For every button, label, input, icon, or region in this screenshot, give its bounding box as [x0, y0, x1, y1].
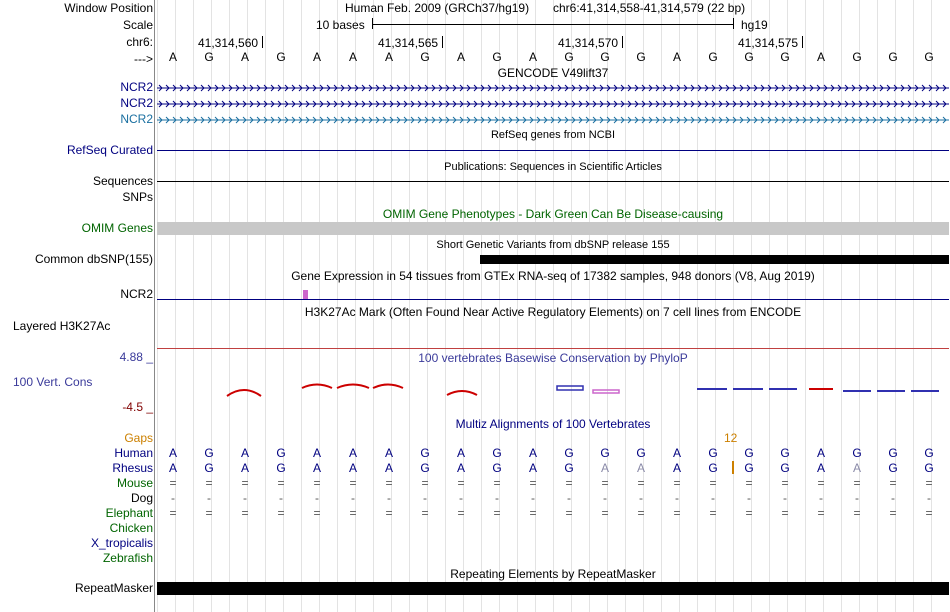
- alignment-base-human: G: [888, 446, 898, 460]
- track-label-common-dbsnp[interactable]: Common dbSNP(155): [34, 252, 153, 266]
- alignment-base-rhesus: A: [312, 461, 321, 475]
- gencode-transcripts[interactable]: [157, 81, 949, 129]
- scale-bar: [372, 24, 733, 25]
- alignment-base-dog: -: [315, 491, 319, 505]
- alignment-base-human: G: [492, 446, 502, 460]
- track-title-publications: Publications: Sequences in Scientific Articles: [444, 161, 662, 173]
- track-title-dbsnp: Short Genetic Variants from dbSNP release 155: [436, 239, 670, 251]
- sequence-base: A: [456, 50, 465, 64]
- alignment-base-elephant: =: [889, 506, 897, 520]
- alignment-base-rhesus: A: [168, 461, 177, 475]
- species-mouse[interactable]: Mouse: [116, 476, 153, 490]
- alignment-base-mouse: =: [385, 476, 393, 490]
- alignment-base-elephant: =: [205, 506, 213, 520]
- label-window-position: Window Position: [64, 1, 153, 15]
- track-label-ncr2-2[interactable]: NCR2: [120, 96, 153, 110]
- alignment-base-dog: -: [351, 491, 355, 505]
- alignment-base-mouse: =: [565, 476, 573, 490]
- sequence-base: G: [564, 50, 574, 64]
- alignment-base-dog: -: [819, 491, 823, 505]
- label-chr: chr6:: [126, 35, 153, 49]
- alignment-base-mouse: =: [889, 476, 897, 490]
- alignment-base-human: A: [348, 446, 357, 460]
- track-title-phylop: 100 vertebrates Basewise Conservation by PhyloP: [418, 351, 688, 365]
- phylop-wiggle[interactable]: [157, 370, 949, 410]
- alignment-base-elephant: =: [637, 506, 645, 520]
- species-zebrafish[interactable]: Zebrafish: [102, 551, 153, 565]
- alignment-base-mouse: =: [529, 476, 537, 490]
- alignment-base-rhesus: G: [924, 461, 934, 475]
- alignment-base-human: A: [672, 446, 681, 460]
- alignment-base-human: A: [168, 446, 177, 460]
- sequence-base: G: [888, 50, 898, 64]
- alignment-base-rhesus: A: [600, 461, 609, 475]
- species-xtropicalis[interactable]: X_tropicalis: [90, 536, 153, 550]
- alignment-base-dog: -: [783, 491, 787, 505]
- alignment-base-mouse: =: [637, 476, 645, 490]
- alignment-base-human: G: [564, 446, 574, 460]
- species-dog[interactable]: Dog: [130, 491, 153, 505]
- alignment-base-elephant: =: [169, 506, 177, 520]
- h3k27ac-signal-line[interactable]: [157, 348, 949, 349]
- alignment-base-dog: -: [387, 491, 391, 505]
- track-label-repeatmasker[interactable]: RepeatMasker: [74, 581, 153, 595]
- sequence-base: A: [168, 50, 177, 64]
- coord-tick: [622, 36, 623, 48]
- track-label-gtex-ncr2[interactable]: NCR2: [120, 287, 153, 301]
- alignment-base-elephant: =: [241, 506, 249, 520]
- track-title-gtex: Gene Expression in 54 tissues from GTEx RNA-seq of 17382 samples, 948 donors (V8, Aug 2019): [291, 269, 815, 283]
- alignment-base-dog: -: [243, 491, 247, 505]
- alignment-base-elephant: =: [709, 506, 717, 520]
- species-chicken[interactable]: Chicken: [109, 521, 153, 535]
- alignment-base-mouse: =: [745, 476, 753, 490]
- alignment-base-dog: -: [171, 491, 175, 505]
- alignment-base-elephant: =: [781, 506, 789, 520]
- alignment-base-human: G: [708, 446, 718, 460]
- sequence-base: G: [420, 50, 430, 64]
- omim-gene-bar[interactable]: [157, 222, 949, 235]
- alignment-base-elephant: =: [565, 506, 573, 520]
- scale-bases: 10 bases: [316, 18, 365, 32]
- sequence-base: G: [204, 50, 214, 64]
- alignment-base-human: G: [204, 446, 214, 460]
- alignment-base-mouse: =: [313, 476, 321, 490]
- alignment-base-human: G: [276, 446, 286, 460]
- alignment-base-human: G: [420, 446, 430, 460]
- alignment-base-dog: -: [495, 491, 499, 505]
- alignment-base-rhesus: G: [276, 461, 286, 475]
- alignment-base-rhesus: A: [456, 461, 465, 475]
- track-title-gencode: GENCODE V49lift37: [497, 66, 609, 80]
- label-scale: Scale: [122, 18, 153, 32]
- track-label-h3k27ac[interactable]: Layered H3K27Ac: [13, 319, 111, 333]
- alignment-base-dog: -: [927, 491, 931, 505]
- coord-tick: [442, 36, 443, 48]
- alignment-base-elephant: =: [817, 506, 825, 520]
- gap-count: 12: [724, 431, 738, 445]
- alignment-base-mouse: =: [349, 476, 357, 490]
- alignment-base-mouse: =: [853, 476, 861, 490]
- gap-marker: [732, 461, 734, 474]
- alignment-base-mouse: =: [421, 476, 429, 490]
- sequence-base: G: [636, 50, 646, 64]
- label-divider: [154, 0, 155, 612]
- label-gaps: Gaps: [124, 431, 153, 445]
- alignment-base-human: G: [744, 446, 754, 460]
- alignment-base-elephant: =: [925, 506, 933, 520]
- sequence-base: G: [600, 50, 610, 64]
- alignment-base-mouse: =: [601, 476, 609, 490]
- alignment-base-rhesus: A: [816, 461, 825, 475]
- coord-label: 41,314,570: [558, 36, 619, 50]
- alignment-base-rhesus: G: [564, 461, 574, 475]
- alignment-base-dog: -: [675, 491, 679, 505]
- coord-tick: [802, 36, 803, 48]
- alignment-base-rhesus: G: [204, 461, 214, 475]
- alignment-base-human: G: [636, 446, 646, 460]
- alignment-base-mouse: =: [169, 476, 177, 490]
- alignment-base-rhesus: A: [348, 461, 357, 475]
- alignment-base-human: A: [240, 446, 249, 460]
- alignment-base-dog: -: [891, 491, 895, 505]
- species-human[interactable]: Human: [114, 446, 153, 460]
- alignment-base-elephant: =: [421, 506, 429, 520]
- alignment-base-elephant: =: [601, 506, 609, 520]
- sequence-base: G: [780, 50, 790, 64]
- sequence-base: G: [276, 50, 286, 64]
- track-label-omim[interactable]: OMIM Genes: [81, 221, 153, 235]
- alignment-base-rhesus: G: [780, 461, 790, 475]
- alignment-base-dog: -: [747, 491, 751, 505]
- alignment-base-elephant: =: [385, 506, 393, 520]
- alignment-base-mouse: =: [673, 476, 681, 490]
- sequence-base: A: [384, 50, 393, 64]
- alignment-base-mouse: =: [457, 476, 465, 490]
- alignment-base-rhesus: G: [492, 461, 502, 475]
- alignment-base-human: G: [600, 446, 610, 460]
- alignment-base-dog: -: [459, 491, 463, 505]
- cons-min-label: -4.5 _: [122, 400, 153, 414]
- alignment-base-mouse: =: [781, 476, 789, 490]
- alignment-base-human: A: [384, 446, 393, 460]
- gtex-gene-line[interactable]: [157, 299, 949, 300]
- alignment-base-elephant: =: [277, 506, 285, 520]
- alignment-base-rhesus: A: [852, 461, 861, 475]
- sequence-base: A: [240, 50, 249, 64]
- alignment-base-mouse: =: [277, 476, 285, 490]
- alignment-base-dog: -: [855, 491, 859, 505]
- label-arrow: --->: [134, 52, 153, 66]
- track-label-sequences[interactable]: Sequences: [92, 174, 153, 188]
- alignment-base-elephant: =: [313, 506, 321, 520]
- alignment-base-rhesus: A: [240, 461, 249, 475]
- alignment-base-dog: -: [603, 491, 607, 505]
- alignment-base-dog: -: [531, 491, 535, 505]
- alignment-base-elephant: =: [673, 506, 681, 520]
- sequence-base: A: [312, 50, 321, 64]
- alignment-base-mouse: =: [925, 476, 933, 490]
- sequence-base: G: [924, 50, 934, 64]
- species-elephant[interactable]: Elephant: [105, 506, 153, 520]
- track-label-ncr2-1[interactable]: NCR2: [120, 80, 153, 94]
- alignment-base-elephant: =: [457, 506, 465, 520]
- sequence-base: A: [528, 50, 537, 64]
- alignment-base-mouse: =: [493, 476, 501, 490]
- alignment-base-elephant: =: [529, 506, 537, 520]
- alignment-base-elephant: =: [853, 506, 861, 520]
- assembly-name: Human Feb. 2009 (GRCh37/hg19): [345, 1, 530, 15]
- track-title-refseq: RefSeq genes from NCBI: [490, 129, 616, 141]
- track-label-cons[interactable]: 100 Vert. Cons: [13, 375, 93, 389]
- alignment-base-rhesus: A: [636, 461, 645, 475]
- sequence-base: A: [816, 50, 825, 64]
- dbsnp-variant-bar[interactable]: [480, 255, 949, 264]
- alignment-base-rhesus: A: [672, 461, 681, 475]
- alignment-base-rhesus: G: [744, 461, 754, 475]
- track-title-omim: OMIM Gene Phenotypes - Dark Green Can Be Disease-causing: [382, 207, 724, 221]
- alignment-base-rhesus: G: [708, 461, 718, 475]
- alignment-base-human: A: [528, 446, 537, 460]
- coord-label: 41,314,565: [378, 36, 439, 50]
- alignment-base-mouse: =: [709, 476, 717, 490]
- track-title-h3k27ac: H3K27Ac Mark (Often Found Near Active Regulatory Elements) on 7 cell lines from ENCODE: [304, 305, 802, 319]
- alignment-base-human: G: [780, 446, 790, 460]
- coord-label: 41,314,575: [738, 36, 799, 50]
- alignment-base-dog: -: [207, 491, 211, 505]
- sequence-base: G: [852, 50, 862, 64]
- coord-tick: [262, 36, 263, 48]
- scale-tick-left: [372, 18, 373, 29]
- sequence-base: G: [708, 50, 718, 64]
- coord-label: 41,314,560: [198, 36, 259, 50]
- sequences-line[interactable]: [157, 181, 949, 182]
- alignment-base-elephant: =: [493, 506, 501, 520]
- track-title-repeatmasker: Repeating Elements by RepeatMasker: [450, 567, 656, 581]
- scale-db: hg19: [741, 18, 768, 32]
- alignment-base-dog: -: [711, 491, 715, 505]
- refseq-line[interactable]: [157, 150, 949, 151]
- gtex-expression-bar[interactable]: [303, 290, 308, 299]
- alignment-base-rhesus: A: [528, 461, 537, 475]
- alignment-base-mouse: =: [241, 476, 249, 490]
- window-position: chr6:41,314,558-41,314,579 (22 bp): [553, 1, 746, 15]
- cons-max-label: 4.88 _: [119, 350, 153, 364]
- alignment-base-elephant: =: [349, 506, 357, 520]
- track-title-multiz: Multiz Alignments of 100 Vertebrates: [455, 417, 651, 431]
- alignment-base-rhesus: G: [420, 461, 430, 475]
- track-label-snps[interactable]: SNPs: [122, 190, 153, 204]
- alignment-base-rhesus: G: [888, 461, 898, 475]
- alignment-base-dog: -: [639, 491, 643, 505]
- sequence-base: G: [492, 50, 502, 64]
- alignment-base-human: G: [924, 446, 934, 460]
- species-rhesus[interactable]: Rhesus: [112, 461, 153, 475]
- track-label-refseq[interactable]: RefSeq Curated: [66, 143, 153, 157]
- alignment-base-human: A: [456, 446, 465, 460]
- alignment-base-mouse: =: [205, 476, 213, 490]
- sequence-base: A: [348, 50, 357, 64]
- sequence-base: A: [672, 50, 681, 64]
- alignment-base-human: A: [312, 446, 321, 460]
- alignment-base-elephant: =: [745, 506, 753, 520]
- alignment-base-human: G: [852, 446, 862, 460]
- sequence-base: G: [744, 50, 754, 64]
- alignment-base-dog: -: [567, 491, 571, 505]
- scale-tick-right: [733, 18, 734, 29]
- alignment-base-mouse: =: [817, 476, 825, 490]
- repeatmasker-bar[interactable]: [157, 582, 949, 595]
- alignment-base-rhesus: A: [384, 461, 393, 475]
- alignment-base-human: A: [816, 446, 825, 460]
- alignment-base-dog: -: [279, 491, 283, 505]
- alignment-base-dog: -: [423, 491, 427, 505]
- track-label-ncr2-3[interactable]: NCR2: [120, 112, 153, 126]
